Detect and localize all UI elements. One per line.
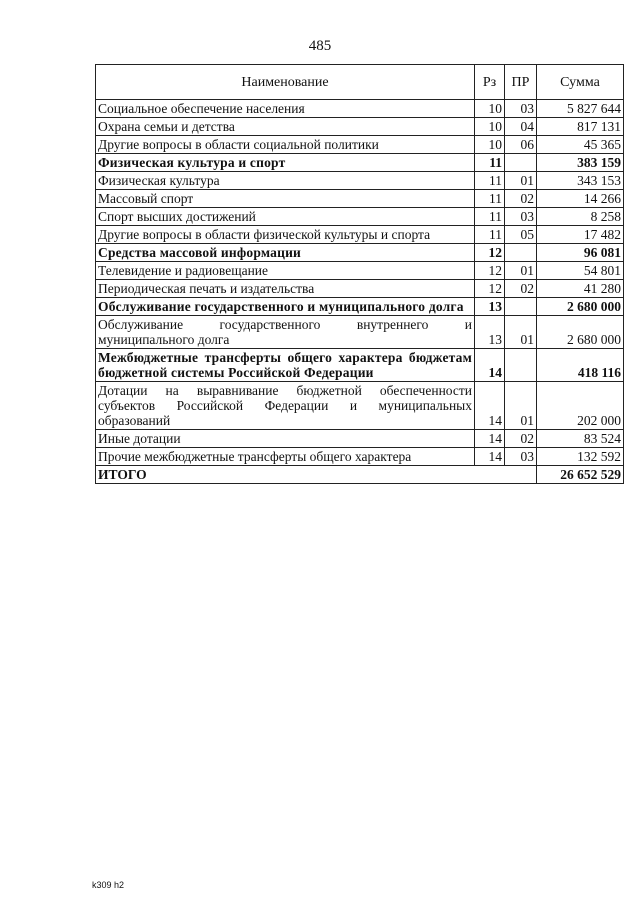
row-sum: 383 159 [537, 154, 624, 172]
row-rz: 14 [475, 430, 505, 448]
row-sum: 96 081 [537, 244, 624, 262]
table-header-row [96, 65, 624, 100]
row-pr: 01 [505, 316, 537, 349]
table-body [96, 100, 624, 466]
row-pr [505, 154, 537, 172]
row-sum: 83 524 [537, 430, 624, 448]
row-pr [505, 244, 537, 262]
row-name: Прочие межбюджетные трансферты общего характера [96, 448, 475, 466]
row-sum: 132 592 [537, 448, 624, 466]
row-pr: 02 [505, 280, 537, 298]
table-row [96, 172, 624, 190]
row-pr [505, 298, 537, 316]
row-sum: 2 680 000 [537, 316, 624, 349]
total-row [96, 466, 624, 484]
row-pr: 02 [505, 190, 537, 208]
row-name: Другие вопросы в области физической культуры и спорта [96, 226, 475, 244]
row-pr [505, 349, 537, 382]
row-pr: 01 [505, 262, 537, 280]
row-rz: 12 [475, 244, 505, 262]
row-pr: 03 [505, 100, 537, 118]
row-rz: 11 [475, 208, 505, 226]
row-rz: 13 [475, 298, 505, 316]
header-name: Наименование [96, 65, 475, 100]
row-sum: 343 153 [537, 172, 624, 190]
total-label: ИТОГО [96, 466, 537, 484]
row-name: Охрана семьи и детства [96, 118, 475, 136]
row-pr: 03 [505, 208, 537, 226]
row-sum: 202 000 [537, 382, 624, 430]
row-pr: 04 [505, 118, 537, 136]
row-name: Дотации на выравнивание бюджетной обеспеченности субъектов Российской Федерации и муниципальных образований [96, 382, 475, 430]
row-name: Спорт высших достижений [96, 208, 475, 226]
row-sum: 8 258 [537, 208, 624, 226]
row-rz: 10 [475, 100, 505, 118]
row-sum: 45 365 [537, 136, 624, 154]
row-rz: 11 [475, 172, 505, 190]
row-name: Иные дотации [96, 430, 475, 448]
table-row [96, 262, 624, 280]
row-name: Социальное обеспечение населения [96, 100, 475, 118]
row-rz: 11 [475, 226, 505, 244]
row-name: Средства массовой информации [96, 244, 475, 262]
table-row [96, 316, 624, 349]
table-row [96, 154, 624, 172]
table-row [96, 190, 624, 208]
row-sum: 41 280 [537, 280, 624, 298]
row-rz: 14 [475, 349, 505, 382]
row-pr: 05 [505, 226, 537, 244]
row-name: Обслуживание государственного внутреннего и муниципального долга [96, 316, 475, 349]
table-row [96, 382, 624, 430]
table-row [96, 226, 624, 244]
row-rz: 12 [475, 262, 505, 280]
row-sum: 5 827 644 [537, 100, 624, 118]
row-name: Телевидение и радиовещание [96, 262, 475, 280]
row-pr: 03 [505, 448, 537, 466]
row-sum: 14 266 [537, 190, 624, 208]
row-rz: 10 [475, 118, 505, 136]
row-sum: 2 680 000 [537, 298, 624, 316]
row-name: Физическая культура [96, 172, 475, 190]
table-row [96, 118, 624, 136]
row-name: Межбюджетные трансферты общего характера бюджетам бюджетной системы Российской Федерации [96, 349, 475, 382]
table-row [96, 349, 624, 382]
page-number: 485 [308, 38, 332, 54]
row-pr: 06 [505, 136, 537, 154]
row-rz: 12 [475, 280, 505, 298]
row-rz: 14 [475, 448, 505, 466]
table-row [96, 448, 624, 466]
row-rz: 11 [475, 190, 505, 208]
row-rz: 10 [475, 136, 505, 154]
row-sum: 17 482 [537, 226, 624, 244]
table-row [96, 100, 624, 118]
header-rz: Рз [475, 65, 505, 100]
row-pr: 02 [505, 430, 537, 448]
row-pr: 01 [505, 382, 537, 430]
row-sum: 54 801 [537, 262, 624, 280]
row-rz: 13 [475, 316, 505, 349]
row-name: Физическая культура и спорт [96, 154, 475, 172]
header-pr: ПР [505, 65, 537, 100]
table-row [96, 136, 624, 154]
row-name: Обслуживание государственного и муниципального долга [96, 298, 475, 316]
row-sum: 817 131 [537, 118, 624, 136]
row-name: Периодическая печать и издательства [96, 280, 475, 298]
row-pr: 01 [505, 172, 537, 190]
row-name: Другие вопросы в области социальной политики [96, 136, 475, 154]
row-sum: 418 116 [537, 349, 624, 382]
table-row [96, 244, 624, 262]
table-row [96, 280, 624, 298]
total-sum: 26 652 529 [537, 466, 624, 484]
footer-code: k309 h2 [92, 880, 125, 890]
row-rz: 14 [475, 382, 505, 430]
budget-table [95, 64, 624, 484]
table-row [96, 298, 624, 316]
row-rz: 11 [475, 154, 505, 172]
table-row [96, 208, 624, 226]
table-row [96, 430, 624, 448]
header-sum: Сумма [537, 65, 624, 100]
row-name: Массовый спорт [96, 190, 475, 208]
